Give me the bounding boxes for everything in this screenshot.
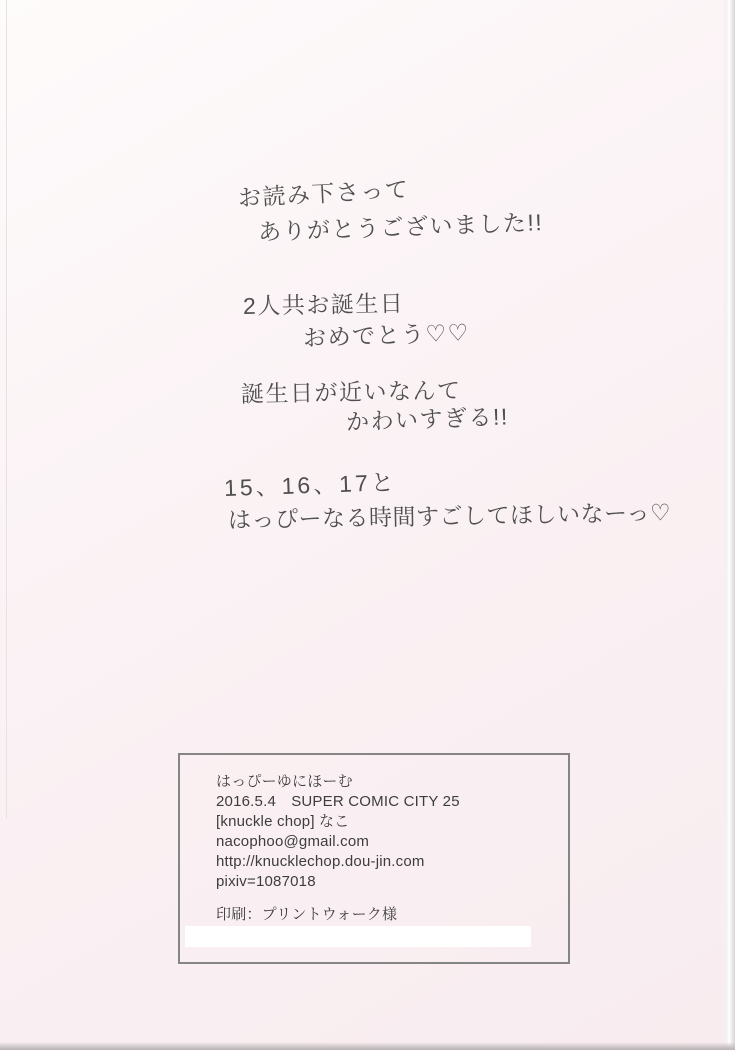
colophon-title: はっぴーゆにほーむ — [216, 773, 353, 790]
colophon-text-block — [216, 772, 460, 925]
colophon-website: http://knucklechop.dou-jin.com — [216, 853, 425, 870]
handwritten-line-thanks-1: お読み下さって — [237, 176, 411, 211]
colophon-pixiv: pixiv=1087018 — [216, 873, 316, 890]
scan-edge-bottom — [0, 1042, 735, 1050]
colophon-email: nacophoo@gmail.com — [216, 833, 370, 850]
handwritten-line-cute-2: かわいすぎる!! — [345, 403, 510, 435]
scan-edge-right — [722, 0, 735, 1050]
handwritten-line-cute-1: 誕生日が近いなんて — [240, 377, 462, 407]
colophon-box — [178, 753, 570, 964]
handwritten-line-wish-1: 15、16、17と — [223, 468, 398, 501]
handwritten-line-thanks-2: ありがとうございました!! — [257, 209, 544, 245]
colophon-printer: 印刷：プリントウォーク様 — [216, 906, 398, 923]
handwritten-line-wish-2: はっぴーなる時間すごしてほしいなーっ♡ — [227, 499, 672, 533]
colophon-circle: [knuckle chop] なこ — [216, 813, 350, 830]
whiteout-band — [185, 926, 531, 947]
scan-edge-left-line — [6, 0, 7, 819]
handwritten-line-birthday-2: おめでとう♡♡ — [302, 319, 471, 351]
handwritten-line-birthday-1: 2人共お誕生日 — [242, 290, 405, 319]
colophon-event: 2016.5.4 SUPER COMIC CITY 25 — [216, 793, 460, 810]
